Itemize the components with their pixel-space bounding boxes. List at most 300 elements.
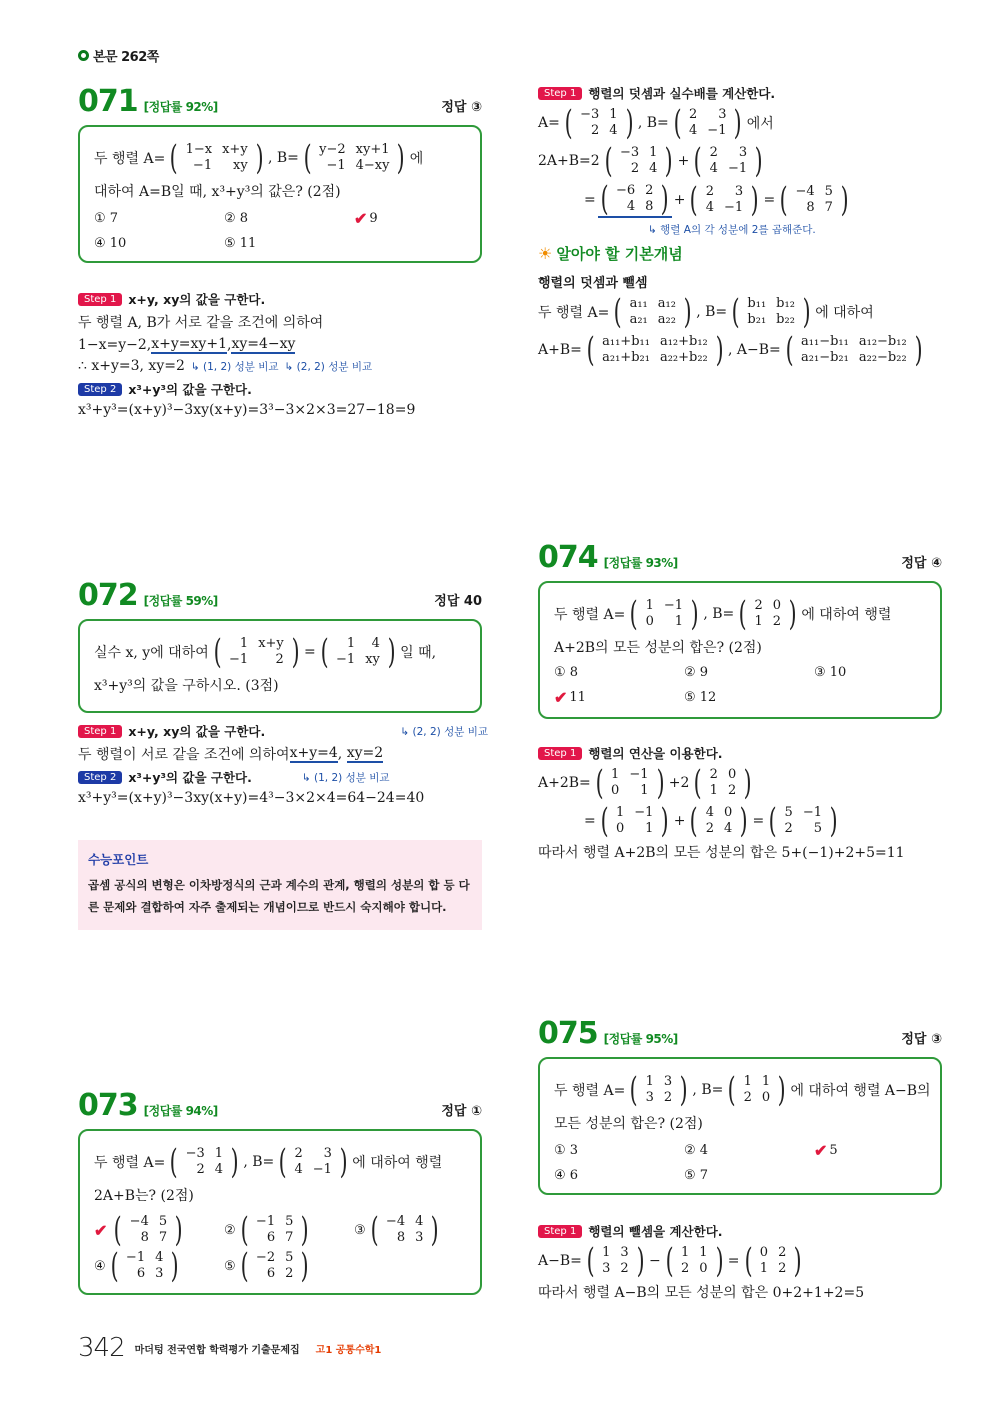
arrow-icon: ↳ [400, 725, 410, 738]
prompt-text: , B= [692, 1082, 724, 1098]
matrix-cell: 1 [616, 805, 625, 820]
choice-3[interactable]: ③ 10 [814, 665, 847, 680]
matrix-A [627, 1070, 690, 1110]
left-paren: ( [586, 330, 595, 370]
matrix-cell: 2 [285, 1266, 294, 1281]
question-header [78, 1088, 482, 1123]
prompt-line-1 [94, 138, 466, 178]
matrix-cell: 1 [346, 636, 356, 651]
matrix-cell: 1 [649, 145, 658, 160]
choice-1[interactable]: ① 3 [554, 1143, 579, 1158]
prompt-text: 에 대하여 행렬 [801, 607, 892, 623]
matrix-cell: −3 [185, 1146, 205, 1161]
matrix-cell: 1 [674, 614, 684, 629]
matrix-B [671, 103, 745, 143]
matrix-cell: 3 [323, 1146, 332, 1161]
matrix-cell: −1 [326, 158, 346, 173]
step-title: x³+y³의 값을 구한다. [128, 770, 252, 785]
right-paren: ) [679, 1070, 688, 1110]
tip-title: 수능포인트 [88, 852, 149, 867]
matrix-cell: 2 [778, 1261, 787, 1276]
arrow-icon: ↳ [190, 360, 200, 373]
matrix-entries [597, 1245, 634, 1277]
annotation [302, 770, 390, 785]
arrow-icon: ↳ [284, 360, 294, 373]
prompt-text: 두 행렬 A= [554, 1083, 626, 1099]
solution-071 [78, 290, 488, 422]
matrix-cell: 4−xy [355, 158, 390, 173]
step-2-badge: Step 2 [78, 771, 122, 784]
choice-3[interactable] [354, 1210, 484, 1250]
matrix-B [691, 141, 765, 181]
solution-line [78, 336, 488, 354]
left-paren: ( [690, 801, 699, 841]
annotation-text: (2, 2) 성분 비교 [296, 360, 373, 373]
question-number: 071 [78, 84, 138, 119]
matrix-entries [750, 598, 787, 630]
question-box [538, 1057, 942, 1195]
question-072 [78, 578, 482, 713]
matrix-cell: 2 [680, 1261, 690, 1276]
matrix-cell: 8 [645, 199, 654, 214]
choice-2[interactable]: ② 4 [684, 1143, 709, 1158]
matrix-cell: 2 [727, 783, 737, 798]
matrix-A [598, 801, 672, 841]
right-paren: ) [683, 292, 692, 332]
matrix-left [211, 632, 302, 672]
matrix-A [167, 138, 266, 178]
equation-text: 에 대하여 [815, 305, 874, 321]
matrix-cell: a₁₁ [629, 296, 648, 311]
matrix-cell: 6 [266, 1230, 276, 1245]
solution-final: 따라서 행렬 A+2B의 모든 성분의 합은 5+(−1)+2+5=11 [538, 845, 905, 861]
right-paren: ) [171, 1246, 179, 1286]
right-paren: ) [174, 1210, 183, 1250]
matrix-entries [790, 184, 837, 216]
exam-point-box [78, 840, 482, 930]
left-paren: ( [694, 763, 703, 803]
annotation [285, 359, 373, 374]
matrix-cell: 4 [214, 1162, 224, 1177]
matrix-cell: 4 [709, 161, 718, 176]
matrix-entries [611, 805, 658, 837]
left-paren: ( [320, 632, 329, 672]
concept-title-text: 알아야 할 기본개념 [556, 245, 683, 263]
equals-sign: = [752, 813, 765, 829]
answer-label: 정답 ③ [441, 100, 482, 115]
left-paren: ( [665, 1241, 674, 1281]
matrix-cell: x+y [222, 142, 248, 157]
prompt-text: 두 행렬 A= [554, 607, 626, 623]
annotation-text: (1, 2) 성분 비교 [314, 771, 390, 784]
matrix-cell: 2 [645, 183, 654, 198]
choice-4[interactable] [554, 688, 684, 707]
matrix-cell: 0 [616, 821, 625, 836]
prompt-line-2: A+2B의 모든 성분의 합은? (2점) [554, 640, 762, 656]
prompt-line-1 [94, 632, 466, 672]
right-paren: ) [625, 103, 634, 143]
matrix-cell: 0 [759, 1245, 769, 1260]
solution-line: 두 행렬이 서로 같을 조건에 의하여 x+y=4 , xy=2 [78, 745, 384, 763]
matrix-cell: 2 [275, 652, 284, 667]
choice-5[interactable]: ⑤ 11 [224, 236, 257, 251]
right-paren: ) [301, 1210, 309, 1250]
matrix-cell: 1 [611, 767, 620, 782]
prompt-text: 두 행렬 A= [94, 1155, 166, 1171]
minus-sign: − [648, 1253, 661, 1269]
matrix-cell: 2 [743, 1090, 752, 1105]
solution-075 [538, 1222, 948, 1306]
choice-5[interactable] [224, 1246, 354, 1286]
matrix-entries [742, 296, 800, 328]
right-paren: ) [840, 180, 849, 220]
right-paren: ) [387, 632, 396, 672]
left-paren: ( [731, 292, 740, 332]
equals-sign: = [584, 813, 596, 829]
solution-line [584, 179, 948, 220]
matrix-cell: 2 [784, 821, 793, 836]
matrix-cell: −1 [192, 158, 213, 173]
matrix-A [584, 1241, 647, 1281]
left-paren: ( [779, 180, 788, 220]
matrix-cell: a₂₁+b₂₁ [602, 350, 650, 365]
choice-3[interactable] [354, 209, 484, 228]
check-mark-icon: ✔ [814, 1141, 828, 1160]
matrix-cell: 2 [754, 598, 763, 613]
choice-marker: ④ [94, 1258, 106, 1274]
right-paren: ) [715, 330, 724, 370]
left-paren: ( [738, 594, 747, 634]
matrix-cell: 3 [155, 1266, 164, 1281]
prompt-text: , B= [267, 150, 299, 166]
solution-line [538, 1241, 948, 1281]
matrix-cell: 4 [155, 1250, 164, 1265]
matrix-cell: 1 [645, 598, 654, 613]
matrix-cell: 4 [609, 123, 618, 138]
prompt-line-2: 대하여 A=B일 때, x³+y³의 값은? (2점) [94, 184, 341, 200]
prompt-line-1 [554, 1070, 931, 1110]
choices [94, 209, 466, 251]
answer-label: 정답 ① [441, 1104, 482, 1119]
matrix-cell: −1 [336, 652, 356, 667]
check-mark-icon: ✔ [94, 1220, 108, 1240]
matrix-right [318, 632, 398, 672]
choice-4[interactable] [94, 1246, 224, 1286]
matrix-entries [121, 1250, 168, 1282]
choice-1[interactable]: ① 8 [554, 665, 579, 680]
left-paren: ( [240, 1246, 249, 1286]
matrix-entries [381, 1214, 428, 1246]
page-reference [78, 46, 159, 65]
annotation-text: (2, 2) 성분 비교 [412, 725, 488, 738]
right-paren: ) [291, 632, 300, 672]
choice-marker: ② [224, 1222, 236, 1238]
annotation [648, 222, 948, 237]
matrix-cell: 0 [611, 783, 620, 798]
solution-074 [538, 744, 948, 866]
matrix-cell: −1 [629, 767, 649, 782]
annotation-text: 행렬 A의 각 성분에 2를 곱해준다. [660, 224, 816, 236]
circle-bullet-icon [78, 50, 89, 61]
prompt-text: , B= [703, 606, 735, 622]
equation-text: , B= [696, 304, 728, 320]
right-paren: ) [750, 180, 759, 220]
matrix-cell: xy [232, 158, 248, 173]
right-paren: ) [656, 763, 665, 803]
matrix-cell: 3 [620, 1245, 629, 1260]
prompt-line-2: x³+y³의 값을 구하시오. (3점) [94, 678, 279, 694]
right-paren: ) [431, 1210, 439, 1250]
equals-sign: = [763, 192, 776, 208]
left-paren: ( [370, 1210, 379, 1250]
matrix-entries [181, 1146, 228, 1178]
matrix-entries [780, 805, 827, 837]
matrix-cell: −4 [129, 1214, 149, 1229]
matrix-entries [290, 1146, 337, 1178]
prompt-text: 일 때, [400, 645, 437, 661]
matrix-entries [611, 183, 658, 215]
choice-2[interactable]: ② 8 [224, 211, 249, 226]
matrix-cell: 0 [761, 1090, 771, 1105]
equation-text: , [226, 337, 232, 353]
matrix-cell: 1 [761, 1074, 771, 1089]
solution-line [78, 358, 488, 374]
equation-text: A−B= [538, 1253, 582, 1269]
plus-sign: + [673, 813, 686, 829]
matrix-B-general [729, 292, 813, 332]
matrix-cell: 5 [285, 1250, 294, 1265]
left-paren: ( [600, 179, 609, 219]
choice-matrix [368, 1210, 442, 1250]
equation-text: , A−B= [728, 342, 781, 358]
concept-line [538, 330, 948, 370]
choices [554, 665, 926, 707]
matrix-cell: 1 [645, 1074, 654, 1089]
matrix-cell: 2 [709, 767, 718, 782]
plus-sign: +2 [668, 775, 690, 791]
matrix-entries [251, 1214, 298, 1246]
matrix-cell: a₁₂+b₁₂ [659, 334, 708, 349]
equation-text: 에서 [746, 116, 774, 132]
left-paren: ( [110, 1246, 119, 1286]
underlined-equation: xy=4−xy [231, 336, 296, 352]
equals-sign: = [304, 644, 316, 660]
choice-4[interactable]: ④ 10 [94, 236, 127, 251]
matrix-cell: 8 [806, 200, 815, 215]
question-box [78, 1129, 482, 1295]
left-paren: ( [673, 103, 682, 143]
solution-final: x³+y³=(x+y)³−3xy(x+y)=4³−3×2×4=64−24=40 [78, 790, 425, 806]
right-paren: ) [739, 801, 748, 841]
choice-2[interactable] [224, 1210, 354, 1250]
equation-text: 두 행렬이 서로 같을 조건에 의하여 [78, 747, 290, 763]
answer-label: 정답 40 [434, 594, 482, 609]
matrix-A-general [611, 292, 694, 332]
left-paren: ( [303, 138, 312, 178]
matrix-entries [676, 1245, 713, 1277]
underlined-equation: xy=2 [346, 745, 384, 761]
equals-sign: = [584, 192, 596, 208]
matrix-cell: a₂₂+b₂₂ [659, 350, 708, 365]
matrix-cell: −1 [312, 1162, 332, 1177]
prompt-line-2: 2A+B는? (2점) [94, 1188, 194, 1204]
choice-matrix [111, 1210, 185, 1250]
matrix-cell: 4 [705, 200, 714, 215]
equation-text: A+2B= [538, 775, 591, 791]
matrix-result [777, 180, 851, 220]
matrix-cell: 4 [705, 805, 714, 820]
question-header [78, 578, 482, 613]
matrix-diff [783, 330, 925, 370]
question-header [78, 84, 482, 119]
matrix-cell: −1 [707, 123, 727, 138]
matrix-entries [224, 636, 289, 668]
matrix-cell: −1 [229, 652, 249, 667]
matrix-cell: b₂₂ [776, 312, 795, 327]
matrix-cell: a₂₂−b₂₂ [858, 350, 907, 365]
matrix-cell: xy+1 [355, 142, 390, 157]
matrix-cell: b₁₂ [776, 296, 795, 311]
correct-rate: [정답률 95%] [603, 1032, 678, 1046]
matrix-cell: 0 [724, 805, 733, 820]
matrix-B [663, 1241, 726, 1281]
matrix-cell: 3 [663, 1074, 673, 1089]
right-paren: ) [777, 1070, 786, 1110]
page-footer [78, 1333, 381, 1363]
choice-text: 9 [369, 211, 378, 226]
choice-5[interactable]: ⑤ 12 [684, 690, 717, 705]
question-074 [538, 540, 942, 719]
matrix-cell: 0 [727, 767, 737, 782]
matrix-cell: 1 [709, 783, 718, 798]
right-paren: ) [715, 1241, 724, 1281]
left-paren: ( [600, 801, 609, 841]
right-paren: ) [802, 292, 811, 332]
choice-3[interactable] [814, 1141, 944, 1160]
matrix-cell: 5 [784, 805, 793, 820]
matrix-cell: 1 [699, 1245, 708, 1260]
step-1-badge: Step 1 [538, 1225, 582, 1238]
solution-final: 따라서 행렬 A−B의 모든 성분의 합은 0+2+1+2=5 [538, 1285, 865, 1301]
equation-text: 2A+B=2 [538, 153, 600, 169]
tip-body: 곱셈 공식의 변형은 이차방정식의 근과 계수의 관계, 행렬의 성분의 합 등 다른 문제와 결합하여 자주 출제되는 개념이므로 반드시 숙지해야 합니다. [88, 878, 470, 914]
matrix-2A [598, 179, 672, 219]
matrix-cell: 2 [709, 145, 718, 160]
matrix-entries [606, 767, 653, 799]
question-header [538, 540, 942, 575]
matrix-cell: 7 [824, 200, 833, 215]
matrix-cell: x+y [258, 636, 284, 651]
matrix-cell: 1 [645, 821, 654, 836]
matrix-cell: 2 [620, 1261, 629, 1276]
right-paren: ) [397, 138, 406, 178]
question-number: 072 [78, 578, 138, 613]
matrix-cell: 1 [680, 1245, 690, 1260]
question-box [78, 619, 482, 713]
matrix-cell: 0 [699, 1261, 708, 1276]
choice-5[interactable]: ⑤ 7 [684, 1168, 709, 1183]
matrix-entries [125, 1214, 172, 1246]
left-paren: ( [169, 1142, 178, 1182]
matrix-2B [687, 801, 750, 841]
matrix-cell: a₁₂ [657, 296, 676, 311]
prompt-text: 두 행렬 A= [94, 151, 166, 167]
right-paren: ) [793, 1241, 802, 1281]
choice-matrix [108, 1246, 182, 1286]
right-paren: ) [743, 763, 752, 803]
matrix-cell: 3 [734, 184, 744, 199]
matrix-cell: y−2 [319, 142, 346, 157]
step-title: x+y, xy의 값을 구한다. [128, 292, 266, 307]
matrix-cell: xy [365, 652, 380, 667]
equation-text: A+B= [538, 342, 582, 358]
matrix-cell: a₁₁+b₁₁ [602, 334, 650, 349]
matrix-A [602, 141, 676, 181]
solution-073 [538, 84, 948, 371]
matrix-entries [181, 142, 253, 174]
right-paren: ) [754, 141, 763, 181]
left-paren: ( [169, 138, 178, 178]
matrix-cell: 2 [778, 1245, 787, 1260]
matrix-entries [701, 184, 748, 216]
matrix-B [687, 180, 761, 220]
matrix-cell: 3 [415, 1230, 424, 1245]
choice-1[interactable]: ① 7 [94, 211, 119, 226]
matrix-cell: 5 [158, 1214, 168, 1229]
matrix-entries [705, 767, 742, 799]
matrix-sum [584, 330, 726, 370]
arrow-icon: ↳ [648, 224, 657, 236]
matrix-entries [684, 107, 731, 139]
left-paren: ( [785, 330, 794, 370]
choice-1[interactable] [94, 1210, 224, 1250]
left-paren: ( [114, 1210, 123, 1250]
matrix-cell: 4 [724, 821, 733, 836]
left-paren: ( [690, 180, 699, 220]
question-number: 074 [538, 540, 598, 575]
left-paren: ( [768, 801, 777, 841]
matrix-A [593, 763, 667, 803]
choice-4[interactable]: ④ 6 [554, 1168, 579, 1183]
matrix-cell: 3 [738, 145, 748, 160]
matrix-cell: 4 [415, 1214, 424, 1229]
matrix-cell: 1 [743, 1074, 752, 1089]
equation-text: A= [538, 115, 560, 131]
matrix-cell: a₂₁ [629, 312, 648, 327]
matrix-A [627, 594, 701, 634]
prompt-text: 에 대하여 행렬 [352, 1155, 443, 1171]
correct-rate: [정답률 93%] [603, 556, 678, 570]
matrix-cell: −6 [616, 183, 636, 198]
left-paren: ( [240, 1210, 249, 1250]
matrix-cell: 2 [705, 821, 714, 836]
right-paren: ) [230, 1142, 239, 1182]
matrix-entries [705, 145, 752, 177]
matrix-cell: 1 [609, 107, 618, 122]
choice-matrix [238, 1210, 312, 1250]
left-paren: ( [595, 763, 604, 803]
matrix-entries [796, 334, 912, 366]
matrix-B [725, 1070, 788, 1110]
concept-subtitle: 행렬의 덧셈과 뺄셈 [538, 276, 648, 291]
left-paren: ( [604, 141, 613, 181]
left-paren: ( [744, 1241, 753, 1281]
choice-2[interactable]: ② 9 [684, 665, 709, 680]
book-title: 마더텅 전국연합 학력평가 기출문제집 [134, 1344, 300, 1356]
matrix-result [766, 801, 840, 841]
matrix-cell: 2 [630, 161, 640, 176]
choice-text: 5 [829, 1143, 838, 1158]
